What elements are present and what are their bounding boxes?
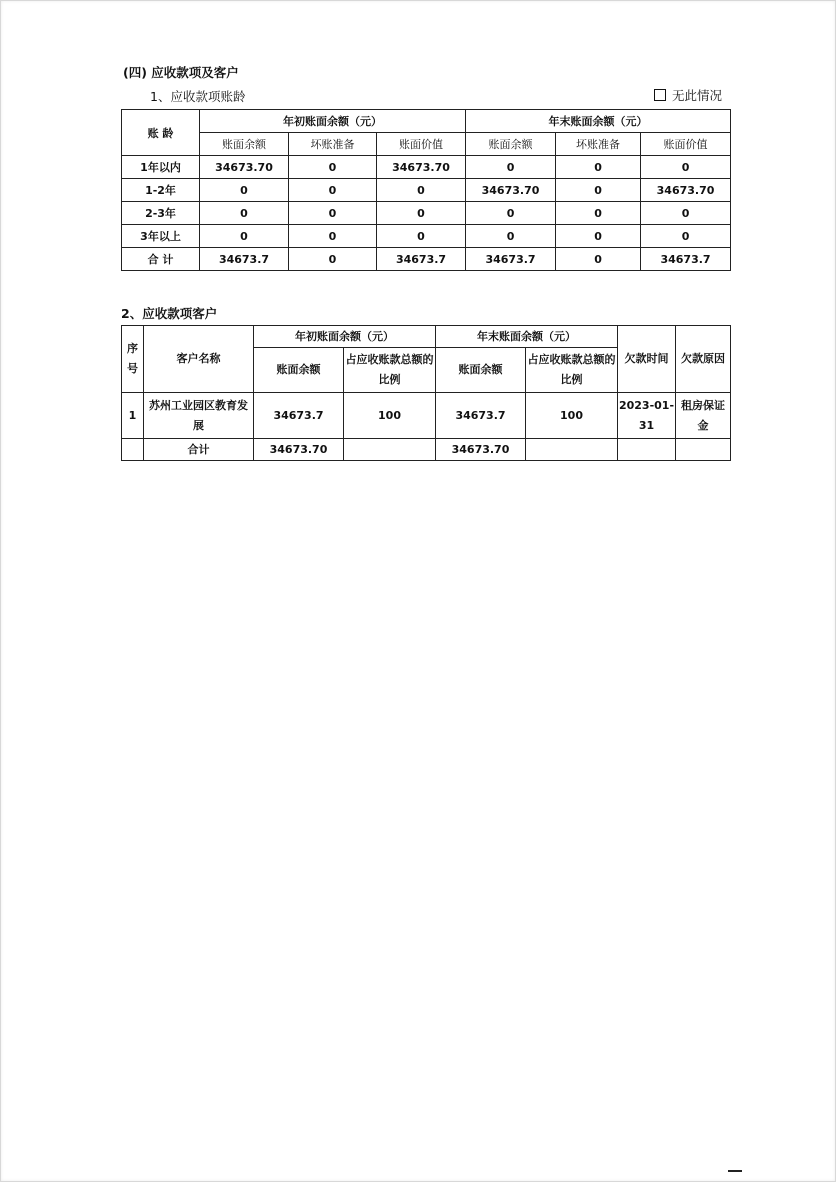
value-cell: 34673.7 [466,248,556,271]
value-cell: 0 [556,179,641,202]
no-situation-label: 无此情况 [672,88,723,103]
begin-ratio-cell: 100 [344,393,436,439]
age-cell: 3年以上 [122,225,200,248]
value-cell: 0 [289,156,377,179]
reason-header: 欠款原因 [676,326,731,393]
no-situation-option[interactable] [654,86,722,104]
empty-cell [676,439,731,461]
col-header: 账面价值 [377,133,466,156]
value-cell: 34673.70 [377,156,466,179]
empty-cell [122,439,144,461]
value-cell: 34673.7 [641,248,731,271]
age-cell: 1年以内 [122,156,200,179]
value-cell: 0 [377,225,466,248]
value-cell: 0 [466,225,556,248]
end-balance-group-header: 年末账面余额（元） [436,326,618,348]
section-title: (四) 应收款项及客户 [123,65,239,80]
due-date-cell: 2023-01-31 [618,393,676,439]
seq-cell: 1 [122,393,144,439]
table-row [122,179,731,202]
end-ratio-header: 占应收账款总额的比例 [526,348,618,393]
begin-balance-group-header: 年初账面余额（元） [254,326,436,348]
due-date-header: 欠款时间 [618,326,676,393]
age-header: 账 龄 [122,110,200,156]
value-cell: 0 [200,179,289,202]
begin-ratio-header: 占应收账款总额的比例 [344,348,436,393]
total-row [122,248,731,271]
begin-balance-cell: 34673.7 [254,393,344,439]
table-row [122,156,731,179]
end-balance-header: 账面余额 [436,348,526,393]
value-cell: 0 [289,202,377,225]
customers-title: 2、应收款项客户 [121,306,218,321]
table-row [122,225,731,248]
col-header: 账面余额 [466,133,556,156]
end-total-cell: 34673.70 [436,439,526,461]
value-cell: 0 [641,156,731,179]
aging-table [121,109,731,271]
col-header: 坏账准备 [556,133,641,156]
customer-name-header: 客户名称 [144,326,254,393]
total-label: 合计 [144,439,254,461]
col-header: 坏账准备 [289,133,377,156]
age-cell: 2-3年 [122,202,200,225]
value-cell: 0 [641,202,731,225]
empty-cell [526,439,618,461]
value-cell: 34673.7 [200,248,289,271]
aging-title: 1、应收款项账龄 [150,89,246,104]
value-cell: 0 [466,156,556,179]
seq-header: 序号 [122,326,144,393]
total-label: 合 计 [122,248,200,271]
reason-cell: 租房保证金 [676,393,731,439]
end-balance-group-header: 年末账面余额（元） [466,110,731,133]
empty-cell [618,439,676,461]
value-cell: 0 [377,202,466,225]
value-cell: 34673.70 [466,179,556,202]
value-cell: 0 [289,179,377,202]
age-cell: 1-2年 [122,179,200,202]
page-mark [728,1170,742,1172]
value-cell: 0 [641,225,731,248]
value-cell: 0 [377,179,466,202]
value-cell: 0 [556,248,641,271]
value-cell: 34673.70 [200,156,289,179]
begin-balance-group-header: 年初账面余额（元） [200,110,466,133]
empty-cell [344,439,436,461]
value-cell: 34673.7 [377,248,466,271]
total-row [122,439,731,461]
value-cell: 0 [200,202,289,225]
begin-total-cell: 34673.70 [254,439,344,461]
no-situation-checkbox[interactable] [654,89,666,101]
customer-name-cell: 苏州工业园区教育发展 [144,393,254,439]
value-cell: 0 [289,225,377,248]
customer-table [121,325,731,461]
col-header: 账面价值 [641,133,731,156]
value-cell: 0 [466,202,556,225]
value-cell: 0 [200,225,289,248]
begin-balance-header: 账面余额 [254,348,344,393]
value-cell: 0 [556,202,641,225]
col-header: 账面余额 [200,133,289,156]
value-cell: 0 [289,248,377,271]
value-cell: 0 [556,156,641,179]
value-cell: 34673.70 [641,179,731,202]
value-cell: 0 [556,225,641,248]
end-balance-cell: 34673.7 [436,393,526,439]
end-ratio-cell: 100 [526,393,618,439]
table-row [122,202,731,225]
table-row [122,393,731,439]
